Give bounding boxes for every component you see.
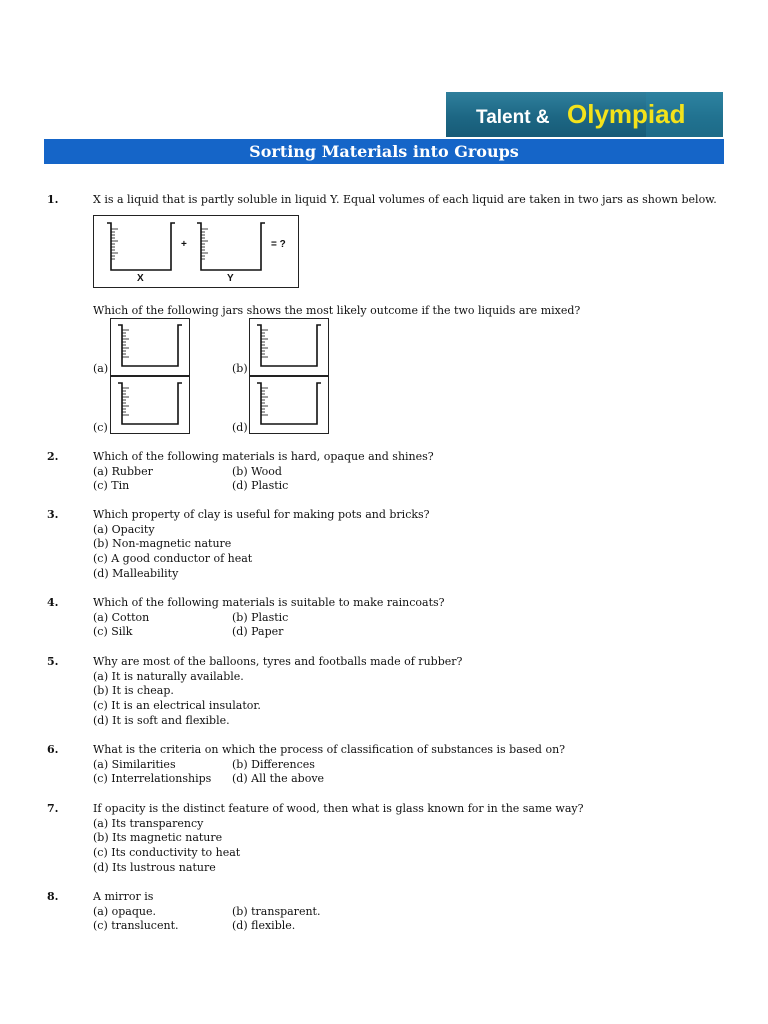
question-number: 1. bbox=[47, 193, 59, 206]
question-text: Which of the following jars shows the most likely outcome if the two liquids are mixed? bbox=[93, 304, 581, 317]
option-a: (a) Rubber bbox=[93, 464, 153, 478]
logo-text-talent: Talent & bbox=[476, 107, 550, 128]
option-d: (d) Malleability bbox=[93, 566, 179, 580]
option-a: (a) Cotton bbox=[93, 610, 150, 624]
jar-a-diagram bbox=[110, 318, 190, 376]
question-number: 5. bbox=[47, 655, 59, 668]
question-number: 3. bbox=[47, 508, 59, 521]
jar-b-diagram bbox=[249, 318, 329, 376]
two-jars-diagram bbox=[93, 215, 299, 288]
option-c: (c) A good conductor of heat bbox=[93, 552, 253, 566]
option-c: (c) translucent. bbox=[93, 919, 179, 933]
question-text: A mirror is bbox=[93, 890, 154, 903]
option-a: (a) It is naturally available. bbox=[93, 669, 244, 683]
question-text: Which of the following materials is hard, opaque and shines? bbox=[93, 450, 434, 463]
option-c: (c) Tin bbox=[93, 479, 130, 493]
equals-question: = ? bbox=[271, 239, 286, 250]
question-number: 7. bbox=[47, 802, 59, 815]
option-a: (a) Its transparency bbox=[93, 816, 204, 830]
jar-option-c bbox=[110, 376, 190, 434]
option-label-a: (a) bbox=[93, 362, 109, 375]
question-text: Which property of clay is useful for making pots and bricks? bbox=[93, 508, 430, 521]
option-label-b: (b) bbox=[232, 362, 248, 375]
jar-d-diagram bbox=[249, 376, 329, 434]
options bbox=[93, 817, 240, 876]
option-c: (c) It is an electrical insulator. bbox=[93, 699, 261, 713]
plus-sign: + bbox=[181, 239, 187, 250]
options bbox=[93, 758, 493, 787]
option-label-c: (c) bbox=[93, 421, 108, 434]
option-d: (d) It is soft and flexible. bbox=[93, 713, 230, 727]
question-text: What is the criteria on which the process of classification of substances is based on? bbox=[93, 743, 566, 756]
question-number: 6. bbox=[47, 743, 59, 756]
option-label-d: (d) bbox=[232, 421, 248, 434]
option-a: (a) opaque. bbox=[93, 904, 156, 918]
option-c: (c) Silk bbox=[93, 625, 133, 639]
question-number: 2. bbox=[47, 450, 59, 463]
question-number: 8. bbox=[47, 890, 59, 903]
options bbox=[93, 905, 493, 934]
option-d: (d) Its lustrous nature bbox=[93, 860, 216, 874]
jar-c-diagram bbox=[110, 376, 190, 434]
option-b: (b) Its magnetic nature bbox=[93, 831, 223, 845]
jar-option-b bbox=[249, 318, 329, 376]
option-d: (d) All the above bbox=[232, 772, 325, 786]
option-b: (b) Non-magnetic nature bbox=[93, 537, 232, 551]
options bbox=[93, 465, 493, 494]
question-text: Which of the following materials is suitable to make raincoats? bbox=[93, 596, 445, 609]
option-c: (c) Its conductivity to heat bbox=[93, 846, 241, 860]
logo-text-olympiad: Olympiad bbox=[567, 99, 686, 129]
talent-olympiad-logo bbox=[446, 92, 723, 137]
question-text: X is a liquid that is partly soluble in liquid Y. Equal volumes of each liquid are taken in two jars as shown below. bbox=[93, 193, 717, 206]
jar-option-d bbox=[249, 376, 329, 434]
options bbox=[93, 670, 261, 729]
page-title: Sorting Materials into Groups bbox=[44, 139, 724, 164]
option-d: (d) Plastic bbox=[232, 479, 289, 493]
option-d: (d) flexible. bbox=[232, 919, 296, 933]
option-d: (d) Paper bbox=[232, 625, 284, 639]
label-y: Y bbox=[227, 273, 234, 284]
jar-option-a bbox=[110, 318, 190, 376]
option-c: (c) Interrelationships bbox=[93, 772, 212, 786]
option-b: (b) Wood bbox=[232, 464, 282, 478]
options bbox=[93, 523, 252, 582]
option-b: (b) transparent. bbox=[232, 904, 321, 918]
question-text: If opacity is the distinct feature of wood, then what is glass known for in the same way? bbox=[93, 802, 584, 815]
logo-graphic bbox=[446, 92, 723, 137]
option-b: (b) Plastic bbox=[232, 610, 289, 624]
option-a: (a) Opacity bbox=[93, 522, 155, 536]
jar-figure bbox=[93, 215, 299, 288]
option-b: (b) It is cheap. bbox=[93, 684, 174, 698]
question-number: 4. bbox=[47, 596, 59, 609]
option-b: (b) Differences bbox=[232, 757, 315, 771]
question-text: Why are most of the balloons, tyres and footballs made of rubber? bbox=[93, 655, 463, 668]
options bbox=[93, 611, 493, 640]
label-x: X bbox=[137, 273, 144, 284]
option-a: (a) Similarities bbox=[93, 757, 176, 771]
